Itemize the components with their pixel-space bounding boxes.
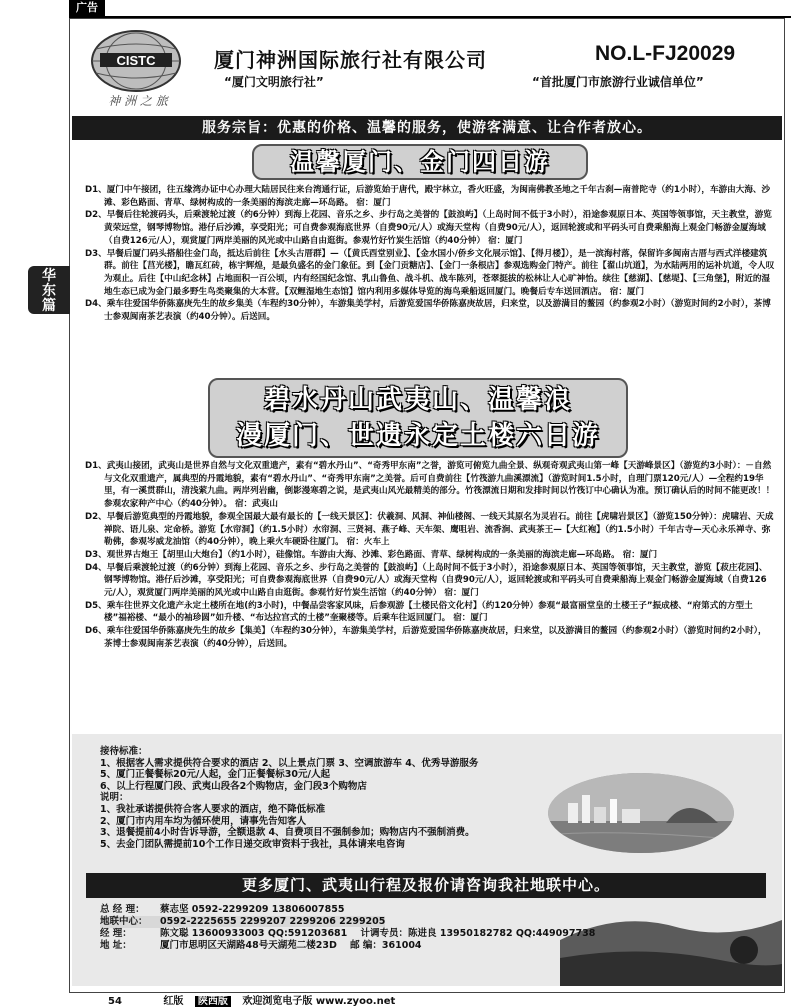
notes-line: 1、我社承诺提供符合客人要求的酒店，绝不降低标准: [100, 803, 326, 815]
contact-row-center: [100, 916, 740, 928]
notes-line: 3、退餐提前4小时告诉导游，全额退款 4、自费项目不强制参加；购物店内不强制消费。: [100, 827, 475, 839]
page-footer: [108, 992, 403, 1007]
credit-honor: “首批厦门市旅游行业诚信单位”: [532, 75, 704, 89]
section-tab-char: 华: [42, 268, 56, 284]
contact-value: 361004: [381, 940, 422, 951]
ad-label: 广告: [69, 0, 105, 16]
tour2-itinerary: [85, 460, 775, 651]
contact-value: 陈进良 13950182782 QQ:449097738: [408, 928, 596, 939]
service-standards: [100, 746, 560, 850]
contact-value: 0592-2225655 2299207 2299206 2299205: [160, 916, 386, 927]
contact-value: 蔡志坚 0592-2299209 13806007855: [160, 904, 345, 915]
itinerary-day: D4、早餐后乘渡轮过渡（约6分钟）到海上花园、音乐之乡、步行岛之美誉的【鼓浪屿】（上岛时间不低于3小时），沿途参观原日本、英国等领事馆，天主教堂，游览【菽庄花园】、钢琴博物馆。港仔后沙滩，享受阳光；可自费参观海底世界（自费90元/人）或海天堂构（自费90元/人），返回轮渡或和平码头可自费乘船海上观金门畅游金厦海域（自费126元/人），观赏厦门两岸美丽的风光或中山路自由逛街。参观竹好竹炭生活馆（约40分钟） 宿：厦门: [85, 562, 768, 599]
contact-label: 总 经 理：: [100, 904, 145, 915]
contact-label: 经 理：: [100, 928, 132, 939]
page-number: 54: [108, 996, 122, 1007]
notes-line: 5、去金门团队需提前10个工作日递交政审资料于我社，具体请来电咨询: [100, 838, 405, 850]
edition-label: 红版: [163, 996, 184, 1007]
company-name: 厦门神洲国际旅行社有限公司: [214, 48, 487, 72]
itinerary-day: D3、观世界古炮王【胡里山大炮台】（约1小时），硅像馆。车游由大海、沙滩、彩色路面、青草、绿树构成的一条美丽的海滨走廊—环岛路。 宿：厦门: [85, 549, 658, 560]
section-tab-char: 东: [42, 283, 56, 299]
notes-heading: 说明：: [100, 792, 129, 804]
itinerary-day: D2、早餐后往轮渡码头，后乘渡轮过渡（约6分钟）到海上花园、音乐之乡、步行岛之美誉的【鼓浪屿】（上岛时间不低于3小时），沿途参观原日本、英国等领事馆，天主教堂，游览黄荣远堂，钢琴博物馆。港仔后沙滩，享受阳光；可自费参观海底世界（自费90元/人）或海天堂构（自费90元/人），返回轮渡或和平码头可自费乘船海上观金门畅游金厦海域（自费126元/人），观赏厦门两岸美丽的风光或中山路自由逛街。参观竹好竹炭生活馆（约40分钟） 宿：厦门: [85, 210, 772, 246]
itinerary-day: D1、厦门中午接团，往五缘湾办证中心办理大陆居民往来台湾通行证，后游览始于唐代，殿宇林立，香火旺盛，为闽南佛教圣地之千年古刹—南普陀寺（约1小时），车游由大海、沙滩、彩色路面、青草、绿树构成的一条美丽的海滨走廊—环岛路。 宿：厦门: [85, 185, 771, 208]
logo-text: CISTC: [116, 53, 156, 68]
standards-line: 1、根据客人需求提供符合要求的酒店 2、以上景点门票 3、空调旅游车 4、优秀导游服务: [100, 757, 479, 769]
notes-line: 2、厦门市内用车均为循环使用，请事先告知客人: [100, 815, 307, 827]
contact-row-gm: [100, 904, 740, 916]
section-tab: [28, 266, 70, 314]
city-skyline-photo: [548, 773, 734, 853]
tour2-title-line: 碧水丹山武夷山、温馨浪: [263, 385, 572, 415]
contact-call-to-action: 更多厦门、武夷山行程及报价请咨询我社地联中心。: [86, 873, 766, 898]
contact-row-address: [100, 940, 740, 952]
itinerary-day: D3、早餐后厦门码头搭船往金门岛，抵达后前往【水头古厝群】—（【黄氏酉堂别业】、【金水国小/侨乡文化展示馆】、【得月楼】），是一滨海村落，保留许多闽南古厝与西式洋楼建筑群。前往【莒光楼】，瞻瓦红砖，栋宇辉煌，是最负盛名的金门象征。到【金门贡糖店】、【金门一条根店】参观选购金门特产。前往【翟山坑道】，为水陆两用的运补坑道，令人叹为观止。后往【中山纪念林】占地面积一百公顷，内有经国纪念馆、乳山鲁鱼、战斗机、战车陈列，苍翠挺拔的松林让人心旷神怡。续往【慈湖】、【慈堤】、【三角堡】，附近的湿地生态已成为金门最多野生鸟类聚集的大本营。【双鲤湿地生态馆】馆内利用多媒体导览的海鸟乘船返回厦门。晚餐后专车送回酒店。 宿：厦门: [85, 248, 775, 297]
contact-label: 邮 编：: [350, 940, 382, 951]
contact-info: [100, 904, 740, 952]
region-badge: 陕西版: [195, 996, 231, 1007]
footer-tagline: 欢迎浏览电子版 www.zyoo.net: [242, 996, 396, 1007]
itinerary-day: D5、乘车往世界文化遗产永定土楼所在地(约3小时)，中餐品尝客家风味，后参观游【土楼民俗文化村】（约120分钟）参观“最富丽堂皇的土楼王子”振成楼、“府第式的方型土楼”福裕楼、“最小的袖珍圆”如升楼、“布达拉宫式的土楼”奎聚楼等。后乘车往返回厦门。 宿：厦门: [85, 600, 753, 624]
contact-label: 地联中心：: [100, 916, 160, 928]
section-tab-char: 篇: [42, 298, 56, 314]
standards-line: 6、以上行程厦门段、武夷山段各2个购物店，金门段3个购物店: [100, 780, 367, 792]
itinerary-day: D4、乘车往爱国华侨陈嘉庚先生的故乡集美（车程约30分钟），车游集美学村，后游览爱国华侨陈嘉庚故居，归来堂，以及游满目的鳌园（约参观2小时）（游览时间约2小时），茶博士参观闽南茶艺表演（约40分钟）。后送回。: [85, 299, 771, 323]
logo-script: 神 洲 之 旅: [108, 94, 168, 108]
itinerary-day: D6、乘车往爱国华侨陈嘉庚先生的故乡【集美】（车程约30分钟），车游集美学村，后游览爱国华侨陈嘉庚故居，归来堂，以及游满目的鳌园（约参观2小时）（游览时间约2小时），茶博士参观闽南茶艺表演（约40分钟），后送回。: [85, 626, 767, 649]
contact-value: 陈文聪 13600933003 QQ:591203681: [160, 928, 348, 939]
license-number: NO.L-FJ20029: [595, 42, 736, 65]
tour2-title: [208, 378, 628, 458]
civil-honor: “厦门文明旅行社”: [224, 75, 324, 89]
standards-heading: 接待标准：: [100, 746, 148, 757]
company-logo: [86, 25, 204, 113]
standards-line: 5、厦门正餐餐标20元/人起，金门正餐餐标30元/人起: [100, 769, 330, 781]
contact-row-manager: [100, 928, 740, 940]
tour1-title: 温馨厦门、金门四日游: [252, 144, 588, 180]
tour2-title-line: 漫厦门、世遗永定土楼六日游: [235, 421, 600, 451]
side-margin: [0, 250, 28, 410]
itinerary-day: D1、武夷山接团，武夷山是世界自然与文化双重遗产，素有“碧水丹山”、“奇秀甲东南”之誉，游览可俯览九曲全景、纵观奇观武夷山第一峰【天游峰景区】（游览约3小时）：－自然与文化双重遗产，属典型的丹霞地貌，素有“碧水丹山”、“奇秀甲东南”之美誉。后可自费前往【竹筏游九曲溪漂流】（游览时间1.5小时，自理门票120元/人）—全程约19华里，有一溪贯群山，清浅萦九曲。两岸列岩幽，倒影漫寒碧之说，是武夷山风光最精美的部分。竹筏漂流日期和发排时间以竹筏订中心确认为准。预订确认后的时间不能更改！！参观农家种产中心（约40分钟）。 宿：武夷山: [85, 461, 775, 510]
contact-label: 计调专员：: [360, 928, 409, 939]
tour1-itinerary: [85, 184, 775, 324]
contact-value: 厦门市思明区天湖路48号天湖苑二楼23D: [160, 940, 337, 951]
contact-label: 地 址：: [100, 940, 132, 951]
itinerary-day: D2、早餐后游览典型的丹霞地貌，参观全国最大最有最长的【一线天景区】：伏羲洞、风洞、神仙楼阁、一线天其原名为灵岩石。前往【虎啸岩景区】（游览150分钟）：虎啸岩、天成禅院、语儿泉、定命桥。游览【水帘洞】（约1.5小时）水帘洞、三贤祠、燕子峰、天车架、鹰咀岩、流香涧、武夷茶王—【大红袍】（约1.5小时）千年古寺—天心永乐禅寺、弥勒佛，参观岑威龙油馆（约40分钟），晚上乘火车硬卧往厦门。 宿：火车上: [85, 511, 774, 548]
service-motto: 服务宗旨：优惠的价格、温馨的服务，使游客满意、让合作者放心。: [72, 116, 782, 140]
